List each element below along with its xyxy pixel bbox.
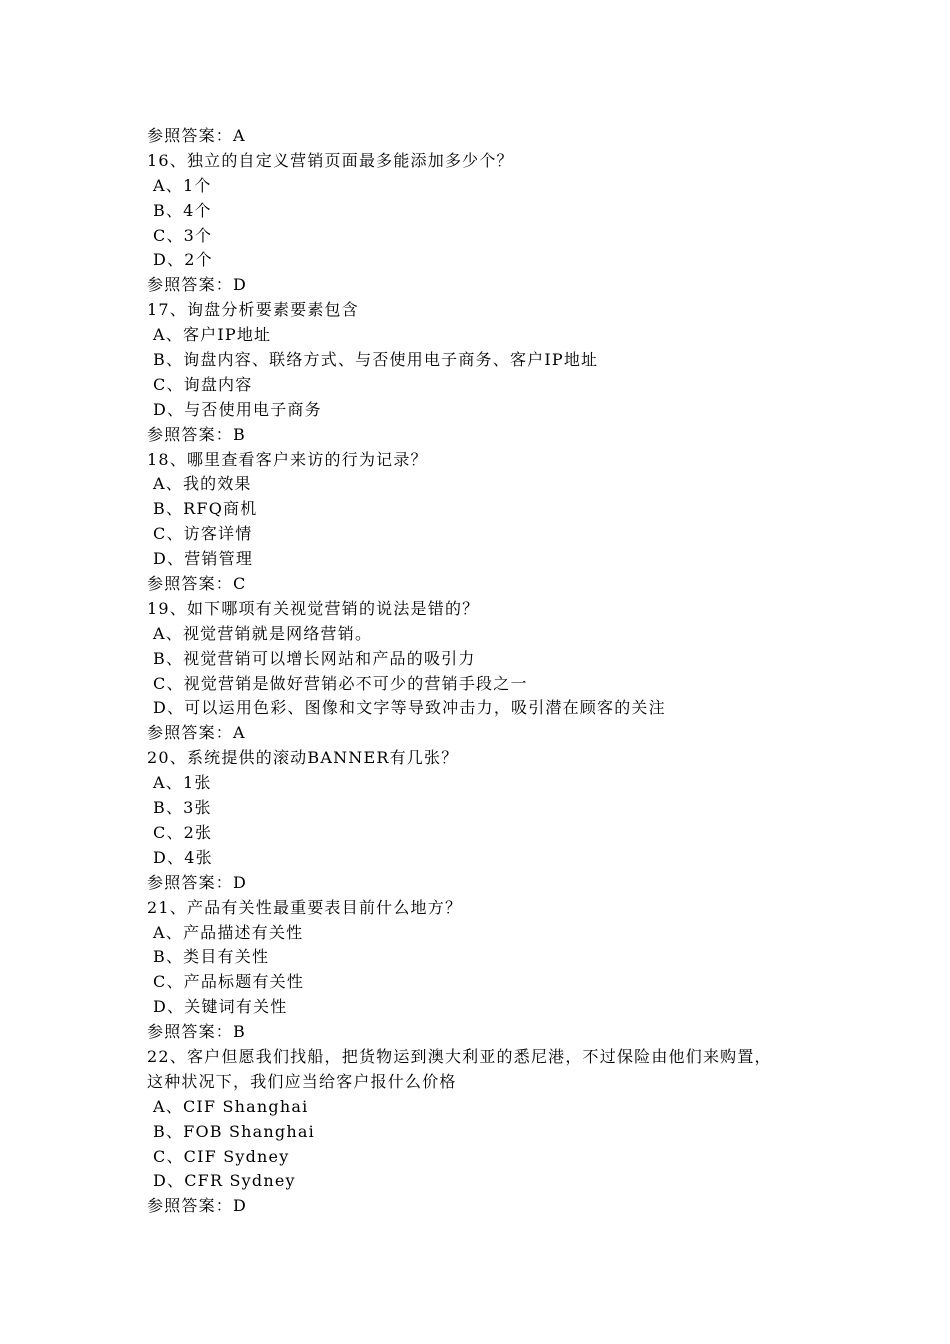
option-b: B、4个 <box>153 200 212 220</box>
answer-line: 参照答案：B <box>147 424 246 444</box>
option-b: B、RFQ商机 <box>153 499 258 519</box>
answer-line: 参照答案：D <box>147 1196 248 1216</box>
option-a: A、产品描述有关性 <box>153 922 304 942</box>
question-text: 18、哪里查看客户来访的行为记录？ <box>147 449 428 469</box>
option-c: C、CIF Sydney <box>153 1146 290 1166</box>
option-a: A、我的效果 <box>153 474 252 494</box>
question-block <box>147 597 847 746</box>
option-b: B、类目有关性 <box>153 947 270 967</box>
option-d: D、与否使用电子商务 <box>153 399 322 419</box>
question-block <box>147 1045 847 1219</box>
option-b: B、3张 <box>153 798 212 818</box>
option-c: C、产品标题有关性 <box>153 972 305 992</box>
option-a: A、CIF Shanghai <box>153 1096 309 1116</box>
option-d: D、关键词有关性 <box>153 997 288 1017</box>
question-block <box>147 149 847 298</box>
option-c: C、2张 <box>153 822 213 842</box>
option-b: B、视觉营销可以增长网站和产品的吸引力 <box>153 648 476 668</box>
question-text: 16、独立的自定义营销页面最多能添加多少个？ <box>147 150 514 170</box>
question-text: 22、客户但愿我们找船，把货物运到澳大利亚的悉尼港，不过保险由他们来购置， <box>147 1046 772 1066</box>
option-d: D、CFR Sydney <box>153 1171 296 1191</box>
answer-line: 参照答案：A <box>147 723 246 743</box>
document-page <box>147 124 847 1219</box>
option-c: C、询盘内容 <box>153 374 253 394</box>
option-c: C、视觉营销是做好营销必不可少的营销手段之一 <box>153 673 528 693</box>
question-block <box>147 298 847 447</box>
question-text-continued: 这种状况下，我们应当给客户报什么价格 <box>147 1071 457 1091</box>
answer-line: 参照答案：A <box>147 126 246 145</box>
answer-line: 参照答案：D <box>147 872 248 892</box>
question-block <box>147 746 847 895</box>
question-text: 19、如下哪项有关视觉营销的说法是错的？ <box>147 598 480 618</box>
option-a: A、1张 <box>153 773 212 793</box>
question-block <box>147 896 847 1045</box>
option-d: D、可以运用色彩、图像和文字等导致冲击力，吸引潜在顾客的关注 <box>153 698 666 718</box>
option-d: D、4张 <box>153 847 213 867</box>
option-d: D、营销管理 <box>153 549 254 569</box>
option-c: C、访客详情 <box>153 524 253 544</box>
option-d: D、2个 <box>153 250 213 270</box>
option-a: A、视觉营销就是网络营销。 <box>153 623 373 643</box>
question-block <box>147 448 847 597</box>
question-text: 17、询盘分析要素要素包含 <box>147 300 359 320</box>
answer-line: 参照答案：D <box>147 275 248 295</box>
option-b: B、询盘内容、联络方式、与否使用电子商务、客户IP地址 <box>153 350 599 370</box>
option-c: C、3个 <box>153 225 213 245</box>
answer-line: 参照答案：C <box>147 574 247 594</box>
option-a: A、1个 <box>153 175 212 195</box>
question-text: 20、系统提供的滚动BANNER有几张？ <box>147 748 459 768</box>
option-b: B、FOB Shanghai <box>153 1121 315 1141</box>
option-a: A、客户IP地址 <box>153 325 272 345</box>
question-text: 21、产品有关性最重要表目前什么地方？ <box>147 897 463 917</box>
answer-line: 参照答案：B <box>147 1022 246 1042</box>
